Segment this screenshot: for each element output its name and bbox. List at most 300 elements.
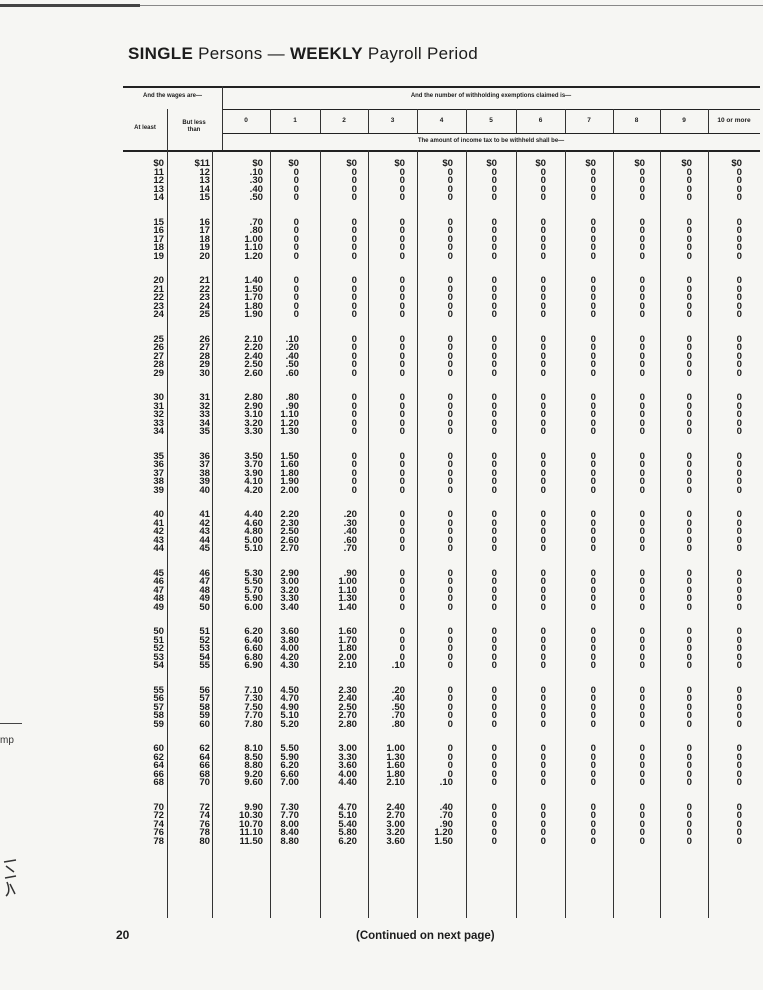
table-value: 0 (590, 651, 596, 663)
table-cell-group-c1 (265, 277, 299, 320)
table-value: 0 (447, 710, 453, 722)
table-value: 0 (447, 183, 453, 195)
table-value: 5.50 (280, 743, 299, 754)
table-value: $0 (535, 158, 546, 169)
table-value: 19 (199, 242, 210, 254)
table-value: $0 (585, 158, 596, 169)
table-value: 0 (736, 183, 742, 195)
table-value: 4.40 (244, 509, 263, 520)
table-cell-group-c6 (526, 745, 546, 788)
table-value: 0 (491, 426, 497, 438)
table-value: $0 (634, 158, 645, 169)
table-value: 0 (736, 409, 742, 421)
table-value: 5.30 (244, 567, 263, 579)
table-value: 0 (399, 409, 405, 421)
table-value: 18 (153, 242, 164, 254)
table-value: 5.10 (244, 543, 263, 555)
table-cell-group-at-least (134, 511, 164, 554)
exemption-column-header: 3 (390, 117, 395, 124)
table-cell-group-c1 (265, 745, 299, 788)
table-value: 27 (153, 350, 164, 362)
table-value: 0 (736, 175, 742, 187)
table-value: 0 (590, 292, 596, 304)
table-value: .70 (249, 216, 263, 228)
table-value: 1.60 (280, 459, 299, 471)
table-value: 4.50 (280, 684, 299, 696)
table-value: 25 (153, 333, 164, 345)
table-value: 62 (199, 743, 210, 754)
table-value: 6.20 (244, 626, 263, 637)
table-value: 0 (447, 333, 453, 345)
table-value: 0 (399, 392, 405, 403)
table-value: 15 (153, 216, 164, 228)
column-rule (660, 150, 661, 918)
table-value: 0 (639, 292, 645, 304)
table-value: 0 (686, 459, 692, 471)
table-value: 0 (491, 643, 497, 655)
table-value: 13 (199, 175, 210, 187)
table-value: 6.40 (244, 634, 263, 646)
table-value: 0 (590, 701, 596, 713)
table-value: 13 (153, 183, 164, 195)
table-value: .90 (285, 400, 299, 412)
table-value: 0 (736, 476, 742, 488)
table-value: 74 (199, 810, 210, 822)
table-value: 0 (351, 275, 357, 286)
table-value: 3.80 (280, 634, 299, 646)
table-value: 0 (686, 584, 692, 596)
header-divider-wages (167, 109, 168, 150)
table-value: 2.60 (280, 534, 299, 546)
table-value: 0 (590, 409, 596, 421)
table-value: 0 (447, 576, 453, 588)
table-cell-group-c3 (369, 801, 405, 847)
table-value: 0 (293, 242, 299, 254)
column-number-divider (516, 109, 517, 133)
table-value: 0 (351, 400, 357, 412)
table-value: 0 (399, 175, 405, 187)
table-value: 0 (491, 192, 497, 204)
table-cell-group-at-least (134, 801, 164, 847)
table-value: 0 (590, 567, 596, 579)
table-cell-group-c10 (722, 333, 742, 379)
table-value: 0 (399, 643, 405, 655)
table-value: 4.60 (244, 517, 263, 529)
table-value: 0 (540, 576, 546, 588)
table-value: 0 (399, 567, 405, 579)
table-value: 0 (590, 835, 596, 847)
table-value: 0 (736, 751, 742, 763)
page-title (128, 44, 478, 64)
table-value: 80 (199, 835, 210, 847)
table-value: 0 (736, 225, 742, 237)
table-cell-group-c5 (477, 801, 497, 847)
table-value: 22 (199, 283, 210, 295)
table-value: 76 (199, 818, 210, 830)
table-value: 0 (447, 350, 453, 362)
table-value: 0 (540, 693, 546, 705)
table-value: 0 (736, 400, 742, 412)
table-value: 0 (686, 626, 692, 637)
column-number-rule-top (222, 109, 760, 110)
table-value: .60 (285, 367, 299, 379)
table-value: 9.90 (244, 801, 263, 813)
column-number-divider (368, 109, 369, 133)
table-value: 0 (590, 509, 596, 520)
table-value: 0 (491, 517, 497, 529)
table-value: 0 (540, 484, 546, 496)
table-value: 0 (686, 350, 692, 362)
table-value: 16 (199, 216, 210, 228)
table-value: 0 (540, 283, 546, 295)
table-value: 0 (639, 300, 645, 312)
table-value: 37 (199, 459, 210, 471)
table-value: 0 (736, 818, 742, 830)
table-value: 0 (540, 543, 546, 555)
table-value: 0 (447, 392, 453, 403)
table-value: 0 (447, 309, 453, 321)
table-value: 2.10 (244, 333, 263, 345)
table-value: 0 (351, 350, 357, 362)
table-value: 0 (447, 450, 453, 462)
table-value: 66 (199, 760, 210, 772)
table-value: 68 (153, 777, 164, 789)
table-value: 0 (540, 760, 546, 772)
table-value: 3.40 (280, 601, 299, 613)
table-value: 0 (590, 593, 596, 605)
table-value: 0 (590, 543, 596, 555)
table-value: 36 (199, 450, 210, 462)
table-cell-group-c4 (417, 567, 453, 613)
table-value: 0 (590, 242, 596, 254)
table-value: 0 (639, 534, 645, 546)
table-cell-group-c8 (625, 216, 645, 262)
table-cell-group-at-least (134, 684, 164, 730)
table-cell-group-c7 (576, 684, 596, 730)
column-number-rule-bottom (222, 133, 760, 134)
table-value: 0 (399, 309, 405, 321)
table-cell-group-but-less (174, 628, 210, 671)
table-value: 0 (736, 810, 742, 822)
table-value: 0 (351, 175, 357, 187)
table-value: 0 (736, 643, 742, 655)
scan-edge-line (140, 5, 763, 6)
table-value: 0 (736, 292, 742, 304)
table-value: 0 (399, 476, 405, 488)
table-value: 57 (153, 701, 164, 713)
table-value: 32 (199, 400, 210, 412)
table-value: 2.60 (244, 367, 263, 379)
table-value: 5.20 (280, 718, 299, 730)
table-value: 0 (540, 417, 546, 429)
table-value: 0 (491, 450, 497, 462)
table-value: $0 (394, 158, 405, 169)
table-value: 0 (540, 333, 546, 345)
table-value: 0 (686, 450, 692, 462)
table-value: 0 (639, 626, 645, 637)
table-value: 0 (686, 367, 692, 379)
table-value: 0 (639, 768, 645, 780)
table-cell-group-c7 (576, 450, 596, 496)
table-value: 0 (639, 760, 645, 772)
table-value: 0 (491, 400, 497, 412)
table-value: 4.30 (280, 660, 299, 672)
table-value: 28 (153, 359, 164, 371)
table-value: 1.40 (244, 275, 263, 286)
table-value: 0 (590, 827, 596, 839)
table-value: 0 (540, 342, 546, 354)
table-value: 0 (447, 275, 453, 286)
table-cell-group-c7 (576, 333, 596, 379)
table-cell-group-c5 (477, 684, 497, 730)
table-value: 3.50 (244, 450, 263, 462)
table-value: .70 (439, 810, 453, 822)
table-value: 0 (590, 534, 596, 546)
table-value: 0 (491, 810, 497, 822)
exemption-column-header: 7 (587, 117, 591, 124)
table-value: .70 (391, 710, 405, 722)
table-value: 0 (351, 283, 357, 295)
table-value: 0 (540, 743, 546, 754)
table-value: 0 (736, 467, 742, 479)
table-value: 0 (736, 660, 742, 672)
table-value: 0 (540, 300, 546, 312)
table-value: 0 (491, 459, 497, 471)
table-value: 3.00 (280, 576, 299, 588)
table-value: 0 (491, 743, 497, 754)
table-value: 0 (293, 216, 299, 228)
table-value: 0 (686, 309, 692, 321)
table-value: 0 (491, 250, 497, 262)
table-cell-group-c4 (417, 745, 453, 788)
table-value: 1.30 (338, 593, 357, 605)
table-value: 0 (736, 684, 742, 696)
table-value: 0 (540, 651, 546, 663)
table-value: 0 (590, 309, 596, 321)
table-cell-group-c8 (625, 511, 645, 554)
table-value: 0 (399, 233, 405, 245)
table-value: 0 (590, 450, 596, 462)
table-value: 70 (153, 801, 164, 813)
table-value: 33 (199, 409, 210, 421)
table-value: 0 (351, 309, 357, 321)
table-cell-group-c6 (526, 511, 546, 554)
table-value: 0 (351, 300, 357, 312)
table-cell-group-c9 (672, 684, 692, 730)
table-cell-group-c9 (672, 801, 692, 847)
table-cell-group-c10 (722, 216, 742, 262)
table-value: $0 (153, 158, 164, 169)
table-value: 0 (540, 183, 546, 195)
table-value: 0 (686, 634, 692, 646)
table-value: 6.80 (244, 651, 263, 663)
table-value: 3.60 (338, 760, 357, 772)
table-value: 1.10 (338, 584, 357, 596)
table-value: 0 (590, 818, 596, 830)
table-cell-group-c3 (369, 216, 405, 262)
table-value: 0 (686, 409, 692, 421)
table-value: 38 (199, 467, 210, 479)
table-value: 0 (491, 693, 497, 705)
table-value: 0 (639, 342, 645, 354)
table-value: 0 (590, 693, 596, 705)
table-cell-group-c10 (722, 277, 742, 320)
table-value: 0 (491, 283, 497, 295)
table-value: 2.00 (280, 484, 299, 496)
table-cell-group-c2 (321, 628, 357, 671)
table-value: 3.30 (338, 751, 357, 763)
table-value: 0 (639, 543, 645, 555)
table-value: 0 (293, 275, 299, 286)
table-value: 0 (590, 233, 596, 245)
table-value: 0 (540, 684, 546, 696)
column-number-divider (270, 109, 271, 133)
table-value: 0 (351, 292, 357, 304)
table-value: 0 (686, 693, 692, 705)
table-value: 1.40 (338, 601, 357, 613)
table-value: 0 (686, 827, 692, 839)
table-value: 0 (447, 584, 453, 596)
table-value: 0 (447, 626, 453, 637)
table-cell-group-c6 (526, 684, 546, 730)
column-number-divider (660, 109, 661, 133)
table-cell-group-c4 (417, 394, 453, 437)
table-value: 1.60 (338, 626, 357, 637)
table-value: 0 (351, 417, 357, 429)
table-value: 0 (540, 400, 546, 412)
table-value: 2.20 (244, 342, 263, 354)
table-cell-group-c0 (219, 160, 263, 203)
table-cell-group-c4 (417, 511, 453, 554)
table-value: 0 (639, 484, 645, 496)
table-value: 5.90 (244, 593, 263, 605)
title-payroll-period: Payroll Period (362, 44, 478, 63)
table-cell-group-c9 (672, 450, 692, 496)
table-value: 0 (590, 467, 596, 479)
table-value: 0 (639, 643, 645, 655)
table-value: 0 (736, 634, 742, 646)
table-value: 0 (639, 718, 645, 730)
table-value: 24 (199, 300, 210, 312)
table-value: 0 (736, 342, 742, 354)
table-value: 0 (639, 710, 645, 722)
table-value: 0 (590, 359, 596, 371)
table-cell-group-c7 (576, 216, 596, 262)
amount-header: The amount of income tax to be withheld shall be— (417, 138, 565, 144)
table-value: 0 (399, 543, 405, 555)
table-value: 1.10 (244, 242, 263, 254)
table-value: 35 (153, 450, 164, 462)
table-value: 0 (590, 768, 596, 780)
table-cell-group-c2 (321, 394, 357, 437)
table-value: 0 (686, 760, 692, 772)
table-cell-group-c5 (477, 277, 497, 320)
title-weekly: WEEKLY (289, 44, 363, 63)
table-value: 0 (399, 534, 405, 546)
table-value: 0 (399, 459, 405, 471)
table-cell-group-at-least (134, 216, 164, 262)
table-value: 0 (590, 660, 596, 672)
table-value: 0 (736, 359, 742, 371)
table-value: 0 (447, 743, 453, 754)
table-value: 2.40 (338, 693, 357, 705)
table-value: 0 (447, 192, 453, 204)
table-value: 4.00 (338, 768, 357, 780)
table-value: 0 (639, 517, 645, 529)
table-value: 0 (686, 660, 692, 672)
table-value: 0 (447, 292, 453, 304)
table-value: 1.00 (244, 233, 263, 245)
table-value: 0 (399, 509, 405, 520)
table-value: 0 (686, 275, 692, 286)
table-value: .80 (249, 225, 263, 237)
table-value: 2.30 (280, 517, 299, 529)
table-cell-group-at-least (134, 277, 164, 320)
table-value: 0 (639, 192, 645, 204)
table-value: 51 (153, 634, 164, 646)
table-cell-group-c2 (321, 160, 357, 203)
table-cell-group-c10 (722, 684, 742, 730)
table-cell-group-c3 (369, 628, 405, 671)
table-value: 0 (399, 359, 405, 371)
table-cell-group-c0 (219, 394, 263, 437)
table-value: 0 (399, 584, 405, 596)
table-value: 0 (540, 593, 546, 605)
table-value: 0 (736, 300, 742, 312)
table-cell-group-but-less (174, 511, 210, 554)
table-value: 0 (639, 166, 645, 178)
table-value: 4.90 (280, 701, 299, 713)
table-cell-group-c5 (477, 628, 497, 671)
table-cell-group-c0 (219, 511, 263, 554)
table-value: 54 (153, 660, 164, 672)
table-value: 0 (447, 359, 453, 371)
table-value: 2.20 (280, 509, 299, 520)
table-value: 0 (399, 183, 405, 195)
table-value: 5.70 (244, 584, 263, 596)
table-value: 44 (199, 534, 210, 546)
table-value: 0 (590, 367, 596, 379)
table-cell-group-c9 (672, 511, 692, 554)
table-value: 0 (736, 584, 742, 596)
table-value: 0 (540, 517, 546, 529)
table-value: 39 (199, 476, 210, 488)
table-value: 10.70 (238, 818, 263, 830)
table-value: .20 (343, 509, 357, 520)
table-value: 52 (199, 634, 210, 646)
wages-header: And the wages are— (142, 93, 202, 99)
table-cell-group-but-less (174, 216, 210, 262)
table-value: 3.60 (386, 835, 405, 847)
table-value: 35 (199, 426, 210, 438)
table-value: 0 (447, 534, 453, 546)
table-value: 0 (491, 584, 497, 596)
table-value: 0 (540, 810, 546, 822)
table-value: 21 (199, 275, 210, 286)
table-value: 0 (736, 350, 742, 362)
table-cell-group-c9 (672, 567, 692, 613)
table-value: 0 (293, 166, 299, 178)
table-value: 0 (590, 192, 596, 204)
table-value: 0 (736, 718, 742, 730)
table-value: 7.30 (244, 693, 263, 705)
table-value: 0 (540, 450, 546, 462)
table-value: $0 (731, 158, 742, 169)
table-value: 0 (447, 467, 453, 479)
table-value: 2.50 (280, 526, 299, 538)
table-value: 0 (736, 166, 742, 178)
table-value: 0 (491, 484, 497, 496)
